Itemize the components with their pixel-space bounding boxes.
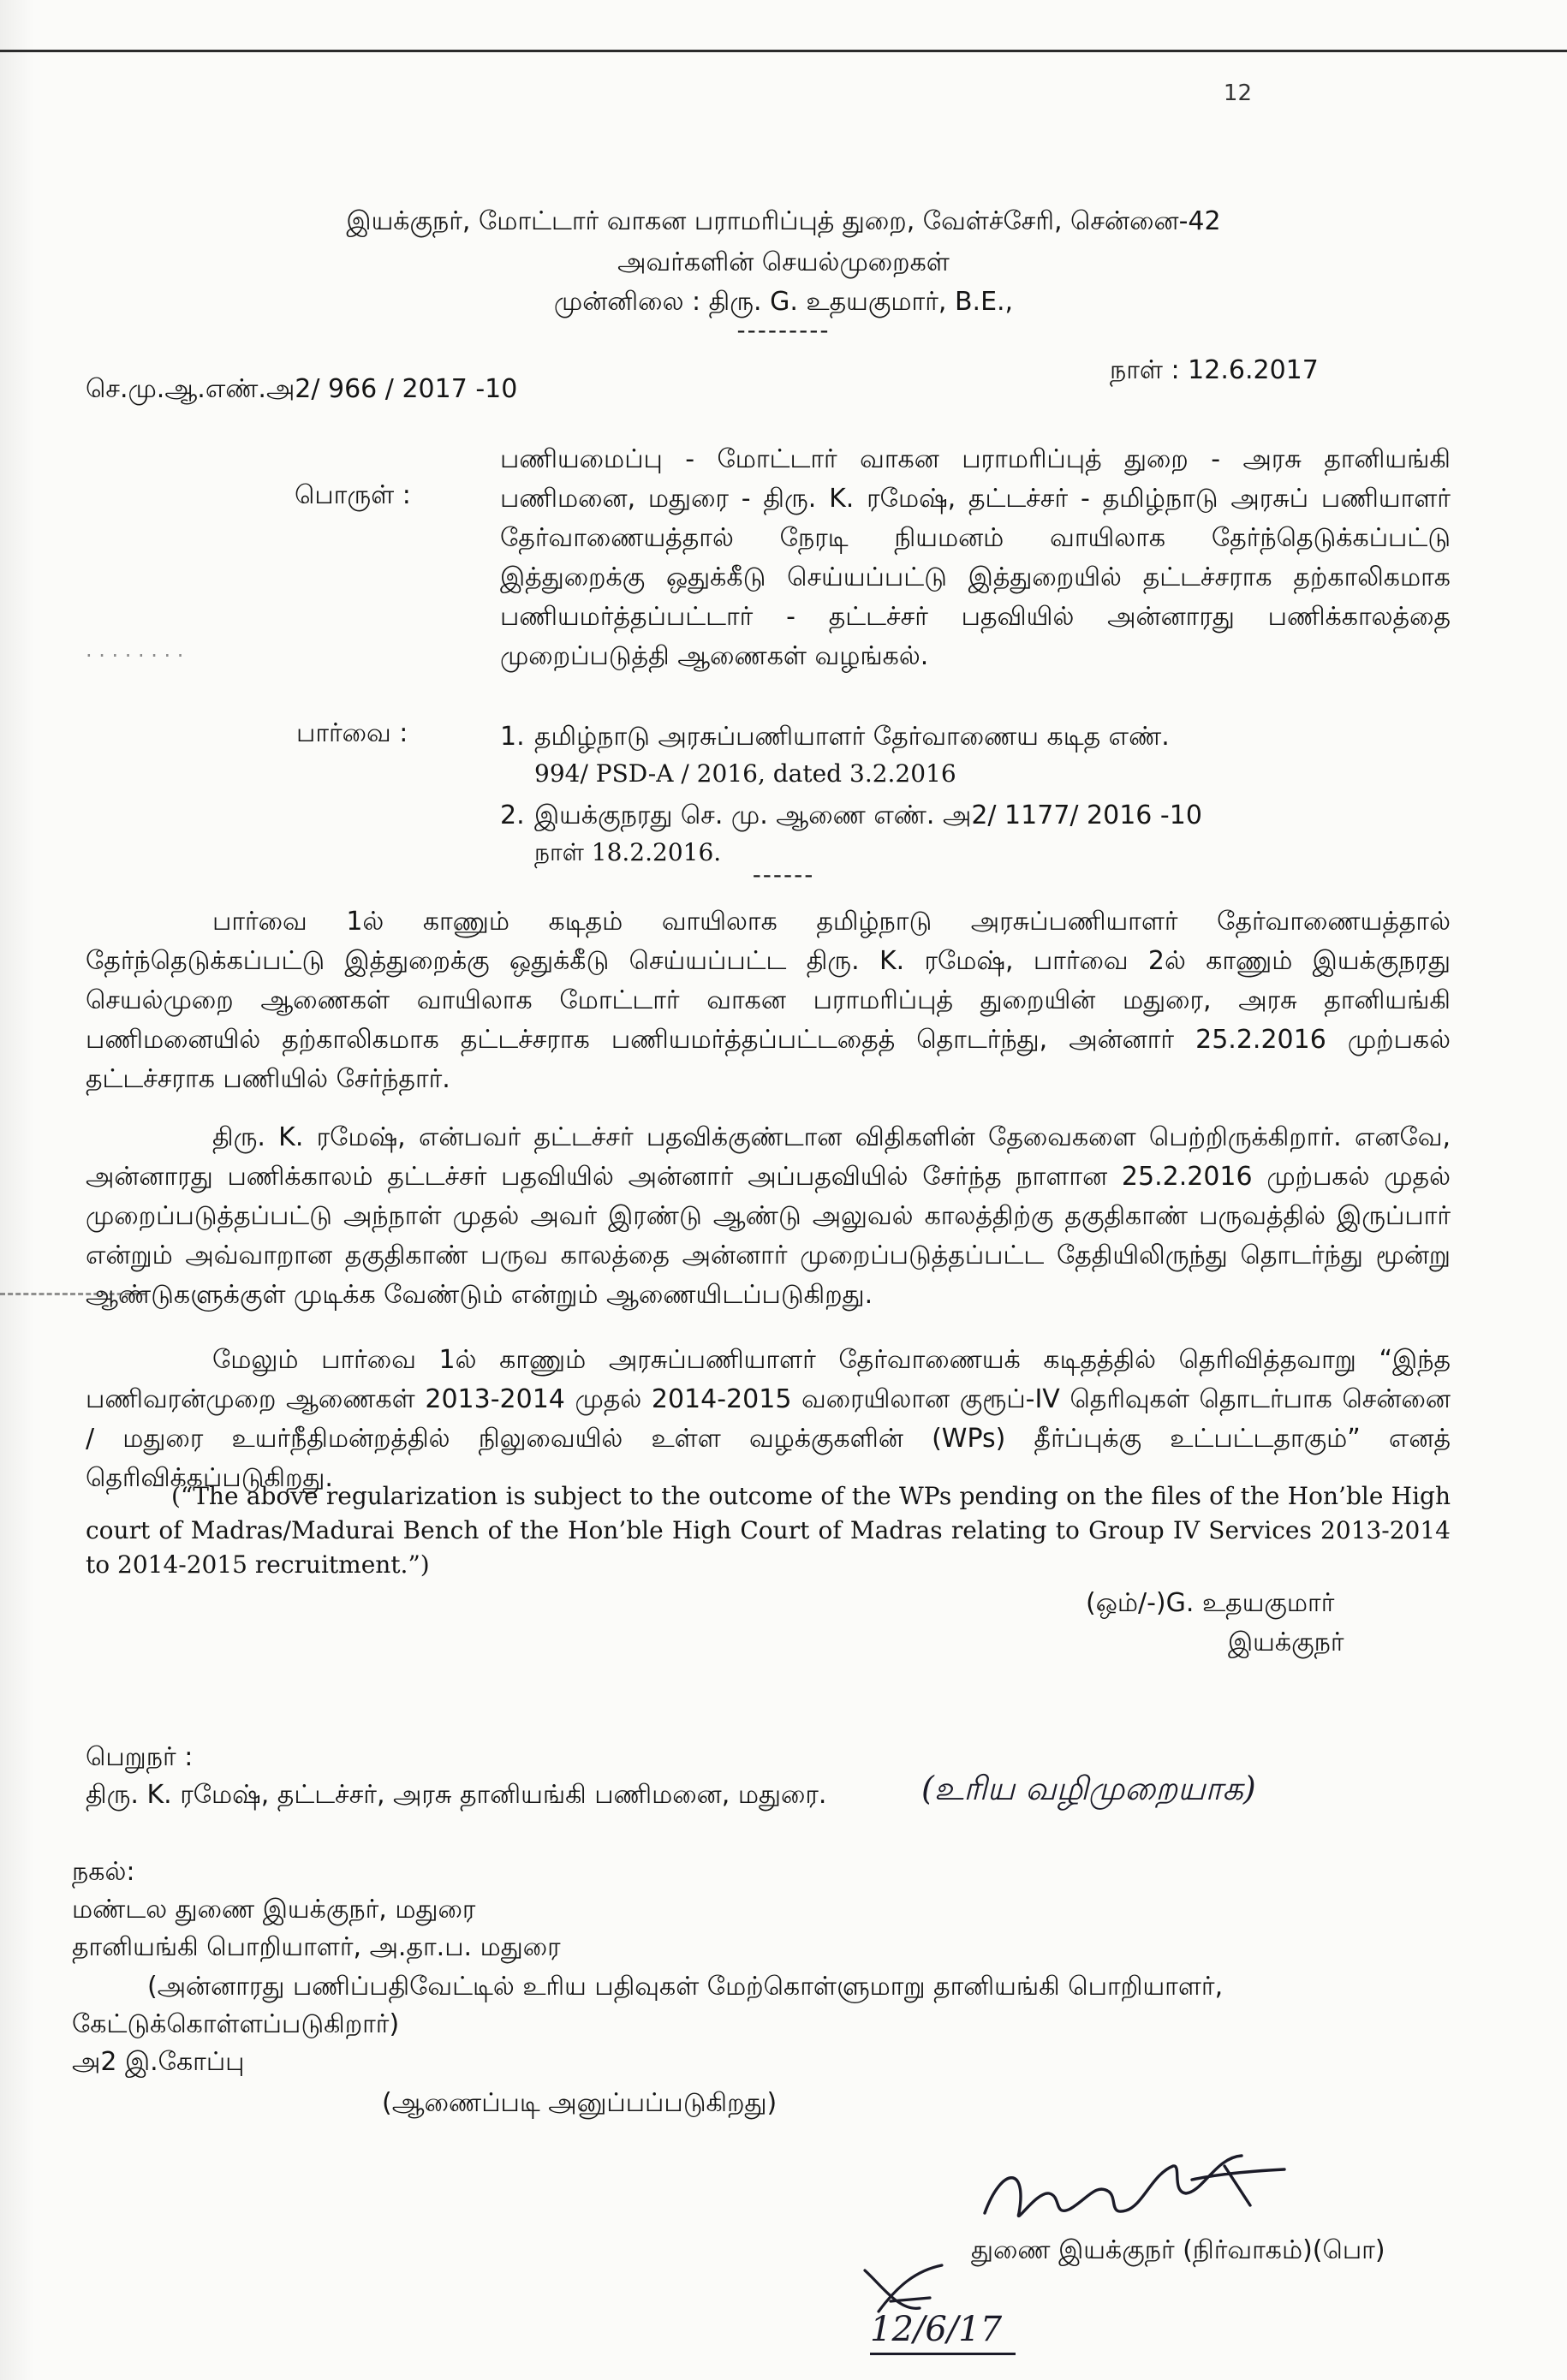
reference-item-line: 994/ PSD-A / 2016, dated 3.2.2016 [534, 759, 956, 788]
copy-recipient-1: மண்டல துணை இயக்குநர், மதுரை [72, 1895, 476, 1925]
handwritten-date: 12/6/17 [870, 2310, 1003, 2349]
body-paragraph-2: திரு. K. ரமேஷ், என்பவர் தட்டச்சர் பதவிக்குண்டான விதிகளின் தேவைகளை பெற்றிருக்கிறார். எனவே, அன்னாரது பணிக்காலம் தட்டச்சர் பதவியில் அன்னார் அப்பதவியில் சேர்ந்த நாளான 25.2.2016 முற்பகல் முதல் முறைப்படுத்தப்பட்டு அந்நாள் முதல் அவர் இரண்டு ஆண்டு அலுவல் காலத்திற்கு தகுதிகாண் பருவத்தில் இருப்பார் என்றும் அவ்வாறான தகுதிகாண் பருவ காலத்தை அன்னார் முறைப்படுத்தப்பட்ட தேதியிலிருந்து தொடர்ந்து மூன்று ஆண்டுகளுக்குள் முடிக்க வேண்டும் என்றும் ஆணையிடப்படுகிறது. [86, 1122, 1451, 1310]
copy-recipient-2: தானியங்கி பொறியாளர், அ.தா.ப. மதுரை [72, 1932, 561, 1962]
body-paragraph-3: மேலும் பார்வை 1ல் காணும் அரசுப்பணியாளர் தேர்வாணையக் கடிதத்தில் தெரிவித்தவாறு “இந்த பணிவரன்முறை ஆணைகள் 2013-2014 முதல் 2014-2015 வரையிலான குரூப்-IV தெரிவுகள் தொடர்பாக சென்னை / மதுரை உயர்நீதிமன்றத்தில் நிலுவையில் உள்ள வழக்குகளின் (WPs) தீர்ப்புக்கு உட்பட்டதாகும்” எனத் தெரிவிக்கப்படுகிறது. [86, 1345, 1451, 1493]
body-paragraph-english: (“The above regularization is subject to the outcome of the WPs pending on the files of the Hon’ble High court of Madras/Madurai Bench of the Hon’ble High Court of Madras relating to Group IV Services 2013-2014 to 2014-2015 recruitment.”) [86, 1482, 1451, 1579]
reference-item-number: 2. [500, 800, 525, 830]
faded-mark: · · · · · · · · [86, 644, 184, 668]
handwritten-signature [968, 2132, 1361, 2243]
copy-instruction-continued: கேட்டுக்கொள்ளப்படுகிறார்) [72, 2009, 400, 2039]
signatory-designation: இயக்குநர் [1228, 1627, 1344, 1657]
references-label: பார்வை : [296, 718, 408, 748]
attesting-officer-designation: துணை இயக்குநர் (நிர்வாகம்)(பொ) [971, 2235, 1385, 2265]
references-separator: ------ [752, 860, 815, 889]
header-separator: --------- [736, 316, 831, 344]
handwritten-through-proper-channel: (உரிய வழிமுறையாக) [921, 1770, 1256, 1807]
scan-top-border [0, 50, 1567, 52]
reference-number: செ.மு.ஆ.எண்.அ2/ 966 / 2017 -10 [86, 374, 518, 404]
body-paragraph-1: பார்வை 1ல் காணும் கடிதம் வாயிலாக தமிழ்நாடு அரசுப்பணியாளர் தேர்வாணையத்தால் தேர்ந்தெடுக்கப்பட்டு இத்துறைக்கு ஒதுக்கீடு செய்யப்பட்ட திரு. K. ரமேஷ், பார்வை 2ல் காணும் இயக்குநரது செயல்முறை ஆணைகள் வாயிலாக மோட்டார் வாகன பராமரிப்புத் துறையின் மதுரை, அரசு தானியங்கி பணிமனையில் தற்காலிகமாக தட்டச்சராக பணியமர்த்தப்பட்டதைத் தொடர்ந்து, அன்னார் 25.2.2016 முற்பகல் தட்டச்சராக பணியில் சேர்ந்தார். [86, 907, 1451, 1094]
subject-text: பணியமைப்பு - மோட்டார் வாகன பராமரிப்புத் துறை - அரசு தானியங்கி பணிமனை, மதுரை - திரு. K. ரமேஷ், தட்டச்சர் - தமிழ்நாடு அரசுப் பணியாளர் தேர்வாணையத்தால் நேரடி நியமனம் வாயிலாக தேர்ந்தெடுக்கப்பட்டு இத்துறைக்கு ஒதுக்கீடு செய்யப்பட்டு இத்துறையில் தட்டச்சராக தற்காலிகமாக பணியமர்த்தப்பட்டார் - தட்டச்சர் பதவியில் அன்னாரது பணிக்காலத்தை முறைப்படுத்தி ஆணைகள் வழங்கல். [500, 444, 1451, 671]
header-presence-line: முன்னிலை : திரு. G. உதயகுமார், B.E., [553, 287, 1014, 317]
subject-label: பொருள் : [295, 480, 411, 510]
date-underline [870, 2353, 1016, 2355]
reference-item-number: 1. [500, 722, 525, 752]
sent-by-order-note: (ஆணைப்படி அனுப்பப்படுகிறது) [382, 2088, 778, 2118]
page-number-mark: 12 [1223, 80, 1252, 106]
recipient-address: திரு. K. ரமேஷ், தட்டச்சர், அரசு தானியங்கி பணிமனை, மதுரை. [86, 1780, 827, 1810]
header-proceedings-line: அவர்களின் செயல்முறைகள் [617, 247, 950, 277]
copy-label: நகல்: [72, 1857, 135, 1887]
copy-file: அ2 இ.கோப்பு [72, 2047, 245, 2077]
recipient-label: பெறுநர் : [86, 1742, 194, 1772]
reference-item-line: நாள் 18.2.2016. [534, 838, 722, 866]
header-office-line: இயக்குநர், மோட்டார் வாகன பராமரிப்புத் துறை, வேள்ச்சேரி, சென்னை-42 [346, 206, 1221, 236]
signatory-name: (ஒம்/-)G. உதயகுமார் [1086, 1588, 1335, 1618]
scan-edge-mark [0, 1293, 146, 1295]
copy-instruction: (அன்னாரது பணிப்பதிவேட்டில் உரிய பதிவுகள் மேற்கொள்ளுமாறு தானியங்கி பொறியாளர், [147, 1972, 1224, 2002]
reference-item-line: தமிழ்நாடு அரசுப்பணியாளர் தேர்வாணைய கடித எண். [534, 722, 1170, 752]
reference-item-line: இயக்குநரது செ. மு. ஆணை எண். அ2/ 1177/ 2016 -10 [534, 800, 1202, 830]
order-date: நாள் : 12.6.2017 [1110, 355, 1319, 385]
